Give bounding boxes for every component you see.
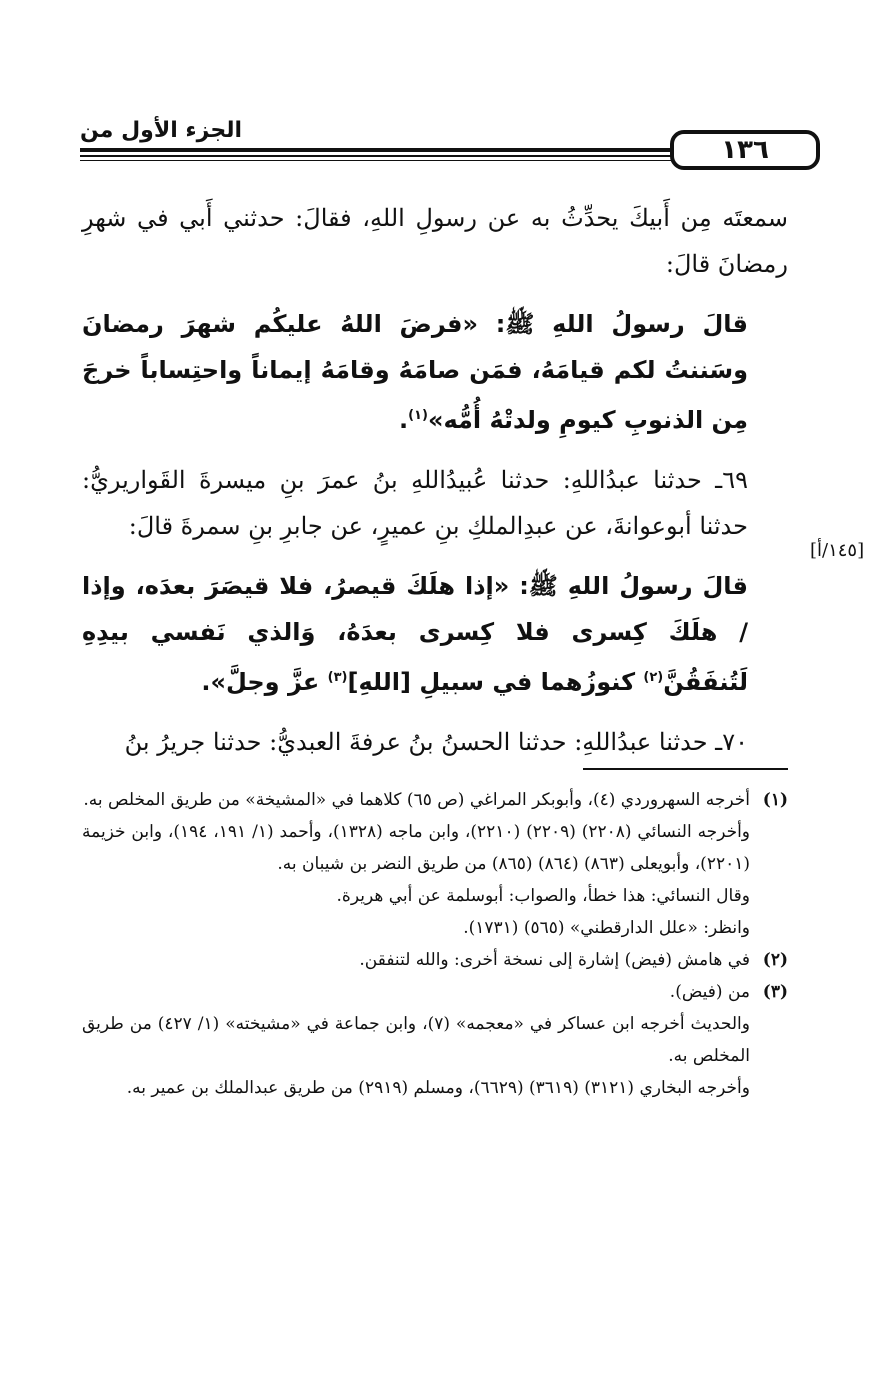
- running-title: الجزء الأول من: [80, 118, 243, 143]
- footnote-text: وأخرجه البخاري (٣١٢١) (٣٦١٩) (٦٦٢٩)، ومسلم (٢٩١٩) من طريق عبدالملك بن عمير به.: [126, 1078, 750, 1098]
- footnote-separator: [583, 768, 788, 770]
- manuscript-folio-mark: [١٤٥/أ]: [810, 540, 865, 561]
- footnote-ref[interactable]: (٣): [327, 670, 348, 685]
- footnote-number: (١): [762, 790, 788, 810]
- footnote-number: (٣): [762, 982, 788, 1002]
- footnote-text: من (فيض).: [669, 982, 750, 1002]
- hadith-paragraph: [82, 563, 788, 705]
- hadith-text: قالَ رسولُ اللهِ ﷺ: «إذا هلَكَ قيصرُ، فلا قيصَرَ بعدَه، وإذا / هلَكَ كِسرى فلا كِسرى بعدَهُ، وَالذي نَفسي بيدِهِ لَتُنفَقُنَّ: [82, 572, 748, 696]
- page-header: [80, 118, 792, 184]
- footnote-text: وانظر: «علل الدارقطني» (٥٦٥) (١٧٣١).: [463, 918, 750, 938]
- punctuation: .: [398, 406, 409, 434]
- footnote-ref[interactable]: (٢): [643, 670, 664, 685]
- footnote-ref[interactable]: (١): [408, 408, 428, 423]
- main-text: [82, 195, 788, 779]
- footnote-text: في هامش (فيض) إشارة إلى نسخة أخرى: والله لتنفقن.: [359, 950, 750, 970]
- hadith-paragraph: [82, 301, 788, 443]
- hadith-text: كنوزُهما في سبيلِ [اللهِ]: [347, 668, 636, 696]
- footnote-1: [82, 784, 788, 816]
- footnote-3: [82, 976, 788, 1008]
- footnote-text: وقال النسائي: هذا خطأ، والصواب: أبوسلمة عن أبي هريرة.: [336, 886, 750, 906]
- footnote-text: وأخرجه النسائي (٢٢٠٨) (٢٢٠٩) (٢٢١٠)، وابن ماجه (١٣٢٨)، وأحمد (١/ ١٩١، ١٩٤)، وابن خزيمة (٢٢٠١)، وأبويعلى (٨٦٣) (٨٦٤) (٨٦٥) من طريق النضر بن شيبان به.: [82, 822, 751, 874]
- footnotes: [82, 784, 788, 1104]
- isnad-paragraph: ٧٠ـ حدثنا عبدُاللهِ: حدثنا الحسنُ بنُ عرفةَ العبديُّ: حدثنا جريرُ بنُ: [124, 728, 748, 756]
- footnote-number: (٢): [762, 950, 788, 970]
- footnote-2: [82, 944, 788, 976]
- paragraph: سمعتَه مِن أَبيكَ يحدِّثُ به عن رسولِ اللهِ، فقالَ: حدثني أَبي في شهرِ رمضانَ قالَ:: [82, 204, 788, 278]
- hadith-text: قالَ رسولُ اللهِ ﷺ: «فرضَ اللهُ عليكُم شهرَ رمضانَ وسَننتُ لكم قيامَهُ، فمَن صامَهُ وقامَهُ إيماناً واحتِساباً خرجَ مِن الذنوبِ كيومِ ولدتْهُ أُمُّه»: [82, 310, 748, 434]
- hadith-text: عزَّ وجلَّ».: [201, 668, 320, 696]
- isnad-paragraph: ٦٩ـ حدثنا عبدُاللهِ: حدثنا عُبيدُاللهِ بنُ عمرَ بنِ ميسرةَ القَواريريُّ: حدثنا أبوعوانةَ، عن عبدِالملكِ بنِ عميرٍ، عن جابرِ بنِ سمرةَ قالَ:: [82, 466, 748, 540]
- footnote-text: أخرجه السهروردي (٤)، وأبوبكر المراغي (ص ٦٥) كلاهما في «المشيخة» من طريق المخلص به.: [83, 790, 750, 810]
- footnote-text: والحديث أخرجه ابن عساكر في «معجمه» (٧)، وابن جماعة في «مشيخته» (١/ ٤٢٧) من طريق المخلص به.: [82, 1014, 750, 1066]
- page-number: ١٣٦: [670, 130, 820, 170]
